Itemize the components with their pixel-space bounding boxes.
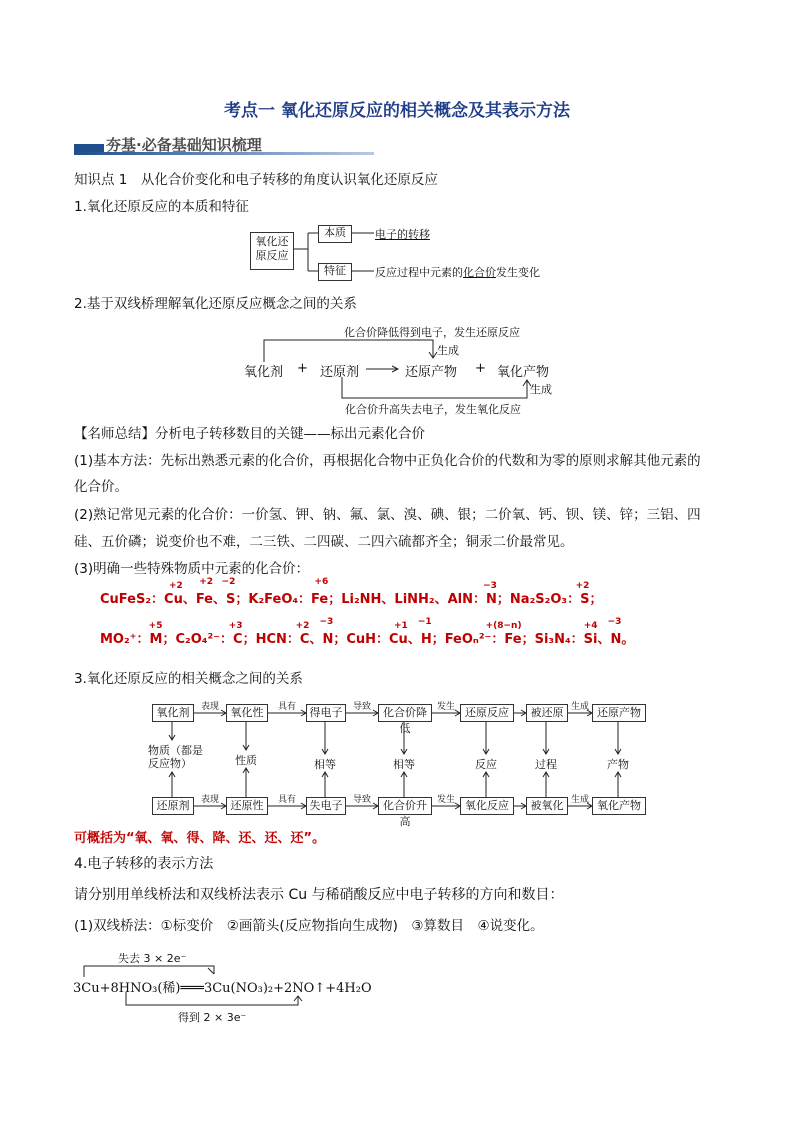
oxidation-number: +2	[295, 621, 310, 631]
box-reducing: 还原性	[226, 797, 268, 815]
oxidation-number: −1	[417, 617, 432, 627]
oxidation-product-label: 氧化产物	[497, 365, 550, 380]
bottom-bridge-label: 化合价升高失去电子，发生氧化反应	[345, 403, 521, 416]
connector-label-top: 发生	[437, 702, 456, 712]
tip-1-line-1: (1)基本方法：先标出熟悉元素的化合价，再根据化合物中正负化合价的代数和为零的原则求解其他元素的	[74, 453, 701, 469]
connector-label-bottom: 生成	[571, 795, 590, 805]
oxidation-number: +5	[148, 621, 163, 631]
valence-text: MO₂⁺：	[100, 632, 150, 647]
generate-label-1: 生成	[437, 344, 459, 357]
box-reduced: 被还原	[526, 704, 568, 722]
mid-label: 相等	[393, 758, 415, 771]
reductant-label: 还原剂	[320, 365, 360, 380]
valence-text: 、H	[407, 632, 432, 647]
plus-sign-1: +	[297, 361, 308, 376]
connector-label-top: 表现	[201, 702, 220, 712]
feature-box: 特征	[318, 263, 352, 281]
lose-electrons-label: 失去 3 × 2e⁻	[118, 952, 187, 965]
connector-label-bottom: 发生	[437, 795, 456, 805]
mid-label: 相等	[314, 758, 336, 771]
box-reductant: 还原剂	[152, 797, 194, 815]
tip-2-line-1: (2)熟记常见元素的化合价：一价氢、钾、钠、氟、氯、溴、碘、银；二价氧、钙、钡、镁、锌；三铝、四	[74, 507, 701, 523]
top-bridge-label: 化合价降低得到电子，发生还原反应	[344, 326, 520, 339]
mid-label: 反应	[475, 758, 497, 771]
box-red-product: 还原产物	[592, 704, 646, 722]
page-title: 考点一 氧化还原反应的相关概念及其表示方法	[224, 101, 570, 121]
connector-label-bottom: 导致	[353, 795, 372, 805]
valence-text: ；Na₂S₂O₃：	[496, 592, 581, 607]
generate-label-2: 生成	[530, 383, 552, 396]
valence-text: ；K₂FeO₄：Fe	[235, 592, 329, 607]
valence-text: N	[486, 592, 497, 607]
valence-text: 、S	[213, 592, 236, 607]
valence-text: Fe	[504, 632, 522, 647]
banner-text: 夯基·必备基础知识梳理	[106, 136, 262, 154]
valence-text: Cu	[389, 632, 408, 647]
connector-label-top: 具有	[278, 702, 297, 712]
connector-label-top: 导致	[353, 702, 372, 712]
reaction-equation: 3Cu+8HNO₃(稀)═══3Cu(NO₃)₂+2NO↑+4H₂O	[73, 981, 372, 996]
valence-text: ；FeOₙ²⁻：	[431, 632, 505, 647]
tip-2-line-2: 硅、五价磷；说变价也不难，二三铁、二四碳、二四六硫都齐全；铜汞二价最常见。	[74, 534, 574, 550]
oxidation-number: +2	[199, 577, 213, 587]
box-ox-product: 氧化产物	[592, 797, 646, 815]
gain-electrons-label: 得到 2 × 3e⁻	[178, 1011, 247, 1024]
box-oxidant: 氧化剂	[152, 704, 194, 722]
tip-1-line-2: 化合价。	[74, 479, 128, 495]
valence-text: CuFeS₂：	[100, 592, 165, 607]
section-1-heading: 1.氧化还原反应的本质和特征	[74, 199, 249, 215]
mid-label: 性质	[235, 754, 257, 767]
connector-label-top: 生成	[571, 702, 590, 712]
oxidation-number: +(8−n)	[485, 621, 522, 631]
mid-label: 产物	[607, 758, 629, 771]
valence-text: ；	[589, 592, 603, 607]
mid-label-substance: 物质（都是反应物）	[148, 744, 203, 770]
tips-heading: 【名师总结】分析电子转移数目的关键——标出元素化合价	[74, 426, 425, 442]
box-valence-down: 化合价降低	[378, 704, 432, 722]
oxidation-number: +4	[583, 621, 598, 631]
box-gain-e: 得电子	[306, 704, 346, 722]
valence-text: 、N	[309, 632, 334, 647]
box-oxidation-rxn: 氧化反应	[460, 797, 514, 815]
essence-desc: 电子的转移	[375, 228, 430, 241]
box-oxidizing: 氧化性	[226, 704, 268, 722]
oxidant-label: 氧化剂	[244, 365, 284, 380]
tip-3: (3)明确一些特殊物质中元素的化合价：	[74, 561, 310, 577]
valence-text: 、Fe	[182, 592, 213, 607]
connector-label-bottom: 表现	[201, 795, 220, 805]
valence-text: M	[149, 632, 163, 647]
oxidation-number: −3	[607, 617, 622, 627]
plus-sign-2: +	[475, 361, 486, 376]
connector-label-bottom: 具有	[278, 795, 297, 805]
valence-text: S	[580, 592, 590, 607]
redox-main-box: 氧化还原反应	[250, 232, 294, 270]
oxidation-number: +1	[394, 621, 408, 631]
valence-text: C	[233, 632, 243, 647]
section-3-heading: 3.氧化还原反应的相关概念之间的关系	[74, 671, 303, 687]
section-4-question: 请分别用单线桥法和双线桥法表示 Cu 与稀硝酸反应中电子转移的方向和数目：	[74, 887, 564, 903]
box-oxidized: 被氧化	[526, 797, 568, 815]
section-4-method: (1)双线桥法：①标变价 ②画箭头(反应物指向生成物) ③算数目 ④说变化。	[74, 918, 544, 934]
valence-text: ；CuH：	[333, 632, 390, 647]
valence-text: Cu	[164, 592, 183, 607]
mid-label: 过程	[535, 758, 557, 771]
section-4-heading: 4.电子转移的表示方法	[74, 856, 214, 872]
oxidation-number: +2	[169, 581, 183, 591]
feature-desc-pre: 反应过程中元素的	[375, 266, 463, 279]
oxidation-number: +2	[575, 581, 590, 591]
box-lose-e: 失电子	[306, 797, 346, 815]
knowledge-point-1: 知识点 1 从化合价变化和电子转移的角度认识氧化还原反应	[74, 172, 438, 188]
valence-text: ；C₂O₄²⁻：	[162, 632, 234, 647]
valence-text: ；Li₂NH、LiNH₂、AlN：	[328, 592, 487, 607]
valence-text: C	[299, 632, 310, 647]
summary-mnemonic: 可概括为“氧、氧、得、降、还、还、还”。	[74, 831, 326, 846]
valence-text: ；HCN：	[242, 632, 300, 647]
oxidation-number: +3	[228, 621, 243, 631]
valence-text: 。	[621, 632, 635, 647]
section-2-heading: 2.基于双线桥理解氧化还原反应概念之间的关系	[74, 296, 357, 312]
box-reduction-rxn: 还原反应	[460, 704, 514, 722]
valence-text: 、N	[597, 632, 622, 647]
oxidation-number: −3	[319, 617, 334, 627]
box-valence-up: 化合价升高	[378, 797, 432, 815]
reduction-product-label: 还原产物	[405, 365, 458, 380]
valence-text: Si	[583, 632, 598, 647]
essence-box: 本质	[318, 225, 352, 243]
feature-desc-post: 发生变化	[496, 266, 540, 279]
oxidation-number: +6	[314, 577, 329, 587]
valence-text: ；Si₃N₄：	[521, 632, 584, 647]
oxidation-number: −3	[483, 581, 497, 591]
oxidation-number: −2	[221, 577, 236, 587]
feature-desc-underlined: 化合价	[463, 266, 496, 279]
